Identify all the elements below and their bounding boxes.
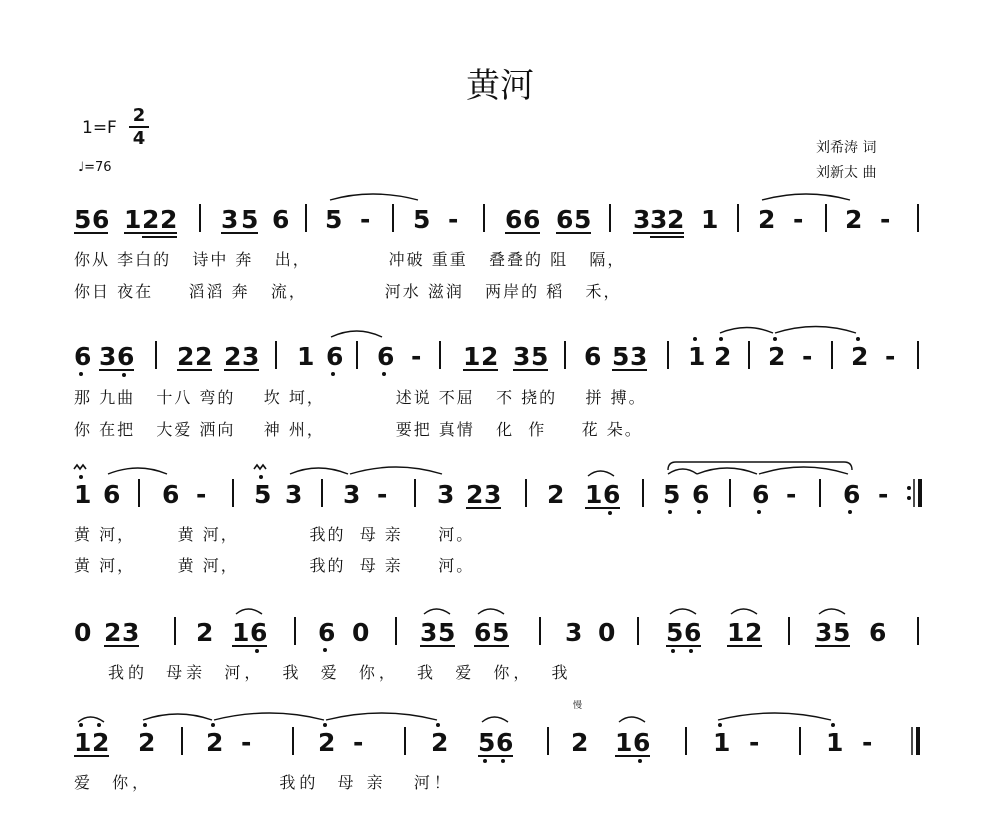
note-6: 6: [496, 728, 514, 757]
tie: [775, 327, 856, 334]
tie: [350, 467, 442, 474]
note-6: 6: [162, 480, 180, 509]
high-octave-dot: [97, 723, 101, 727]
note-3: 3: [650, 205, 668, 234]
note-6: 6: [103, 480, 121, 509]
note-2: 2: [466, 480, 484, 509]
dash: -: [241, 728, 252, 757]
note-6: 6: [523, 205, 541, 234]
note-6: 6: [117, 342, 135, 371]
high-octave-dot: [259, 475, 263, 479]
note-0: 0: [598, 618, 616, 647]
tie: [330, 194, 418, 200]
note-6: 6: [603, 480, 621, 509]
note-2: 2: [318, 728, 336, 757]
note-3: 3: [815, 618, 833, 647]
note-6: 6: [272, 205, 290, 234]
note-5: 5: [574, 205, 592, 234]
note-1: 1: [615, 728, 633, 757]
tie: [108, 468, 167, 474]
tie: [718, 713, 831, 720]
note-2: 2: [667, 205, 685, 234]
note-3: 3: [242, 342, 260, 371]
time-signature-top: 2: [132, 105, 146, 126]
note-6: 6: [377, 342, 395, 371]
note-6: 6: [318, 618, 336, 647]
score-line-3: [74, 462, 920, 515]
high-octave-dot: [719, 337, 723, 341]
note-2: 2: [851, 342, 869, 371]
note-0: 0: [74, 618, 92, 647]
note-3: 3: [437, 480, 455, 509]
note-1: 1: [232, 618, 250, 647]
note-3: 3: [513, 342, 531, 371]
note-2: 2: [845, 205, 863, 234]
note-5: 5: [413, 205, 431, 234]
note-2: 2: [768, 342, 786, 371]
high-octave-dot: [773, 337, 777, 341]
score-line-2: [74, 327, 918, 378]
note-2: 2: [195, 342, 213, 371]
slur: [482, 717, 508, 722]
low-octave-dot: [79, 372, 83, 376]
note-2: 2: [196, 618, 214, 647]
high-octave-dot: [211, 723, 215, 727]
dash: -: [802, 342, 813, 371]
low-octave-dot: [323, 648, 327, 652]
note-6: 6: [684, 618, 702, 647]
low-octave-dot: [255, 649, 259, 653]
note-2: 2: [431, 728, 449, 757]
note-5: 5: [478, 728, 496, 757]
slur: [78, 717, 104, 722]
note-5: 5: [833, 618, 851, 647]
dash: -: [377, 480, 388, 509]
note-5: 5: [666, 618, 684, 647]
quarter-note-icon: ♩: [78, 160, 85, 175]
tempo-value: =76: [84, 160, 112, 175]
note-0: 0: [352, 618, 370, 647]
note-6: 6: [92, 205, 110, 234]
note-6: 6: [505, 205, 523, 234]
high-octave-dot: [831, 723, 835, 727]
note-6: 6: [556, 205, 574, 234]
note-6: 6: [584, 342, 602, 371]
note-5: 5: [74, 205, 92, 234]
slur: [668, 469, 697, 474]
note-1: 1: [727, 618, 745, 647]
lyrics-line-1-verse-2: 你日 夜在 滔滔 奔 流， 河水 滋润 两岸的 稻 禾，: [74, 282, 622, 301]
note-1: 1: [297, 342, 315, 371]
tie: [697, 468, 757, 474]
slur: [619, 717, 645, 722]
low-octave-dot: [697, 510, 701, 514]
note-3: 3: [420, 618, 438, 647]
slur: [424, 609, 450, 614]
note-5: 5: [492, 618, 510, 647]
note-5: 5: [241, 205, 259, 234]
note-3: 3: [630, 342, 648, 371]
note-2: 2: [206, 728, 224, 757]
note-2: 2: [758, 205, 776, 234]
note-5: 5: [438, 618, 456, 647]
slur: [819, 609, 845, 614]
low-octave-dot: [382, 372, 386, 376]
lyrics-line-2-verse-2: 你 在把 大爱 洒向 神 州， 要把 真情 化 作 花 朵。: [74, 420, 643, 439]
composer-credit: 刘新太 曲: [816, 165, 877, 181]
slur: [731, 609, 757, 614]
note-3: 3: [343, 480, 361, 509]
tie: [331, 331, 382, 337]
low-octave-dot: [608, 511, 612, 515]
note-3: 3: [565, 618, 583, 647]
high-octave-dot: [79, 723, 83, 727]
high-octave-dot: [323, 723, 327, 727]
note-3: 3: [122, 618, 140, 647]
note-3: 3: [221, 205, 239, 234]
note-2: 2: [745, 618, 763, 647]
dash: -: [878, 480, 889, 509]
dash: -: [749, 728, 760, 757]
note-3: 3: [633, 205, 651, 234]
dash: -: [411, 342, 422, 371]
high-octave-dot: [79, 475, 83, 479]
note-6: 6: [326, 342, 344, 371]
lyrics-line-3-verse-2: 黄 河， 黄 河， 我的 母 亲 河。: [74, 556, 475, 575]
note-2: 2: [547, 480, 565, 509]
note-2: 2: [138, 728, 156, 757]
note-1-high: 1: [74, 480, 92, 509]
note-6: 6: [74, 342, 92, 371]
low-octave-dot: [501, 759, 505, 763]
note-2: 2: [177, 342, 195, 371]
note-1-high: 1: [826, 728, 844, 757]
tie: [759, 467, 848, 474]
note-6: 6: [250, 618, 268, 647]
score-line-5: [74, 699, 918, 763]
note-3: 3: [484, 480, 502, 509]
slur: [588, 471, 614, 476]
lyrics-line-4: 我的 母亲 河， 我 爱 你， 我 爱 你， 我: [108, 663, 572, 682]
tie: [290, 468, 348, 474]
note-2: 2: [92, 728, 110, 757]
slur: [670, 609, 696, 614]
tie: [720, 328, 773, 334]
lyrics-line-3-verse-1: 黄 河， 黄 河， 我的 母 亲 河。: [74, 525, 475, 544]
slur: [478, 609, 504, 614]
mordent-icon: [74, 465, 86, 469]
tie: [214, 713, 324, 720]
low-octave-dot: [757, 510, 761, 514]
note-2: 2: [104, 618, 122, 647]
mordent-icon: [254, 465, 266, 469]
note-3: 3: [99, 342, 117, 371]
dash: -: [793, 205, 804, 234]
lyrics-line-5: 爱 你， 我的 母 亲 河！: [74, 773, 454, 792]
note-6: 6: [869, 618, 887, 647]
tie: [762, 194, 850, 200]
note-6: 6: [843, 480, 861, 509]
low-octave-dot: [331, 372, 335, 376]
score-line-4: [74, 609, 918, 653]
note-5: 5: [325, 205, 343, 234]
note-6: 6: [474, 618, 492, 647]
dash: -: [862, 728, 873, 757]
lyricist-credit: 刘希涛 词: [816, 140, 877, 156]
dash: -: [880, 205, 891, 234]
note-3: 3: [285, 480, 303, 509]
note-5: 5: [531, 342, 549, 371]
note-2: 2: [142, 205, 160, 234]
time-signature-bottom: 4: [132, 128, 146, 149]
note-2: 2: [160, 205, 178, 234]
dash: -: [448, 205, 459, 234]
note-1: 1: [701, 205, 719, 234]
repeat-dot: [907, 486, 911, 490]
high-octave-dot: [143, 723, 147, 727]
repeat-dot: [907, 496, 911, 500]
note-5: 5: [663, 480, 681, 509]
tie: [326, 713, 437, 720]
low-octave-dot: [483, 759, 487, 763]
high-octave-dot: [856, 337, 860, 341]
dash: -: [885, 342, 896, 371]
key-signature: 1=F: [82, 118, 117, 138]
low-octave-dot: [671, 649, 675, 653]
note-2: 2: [571, 728, 589, 757]
low-octave-dot: [638, 759, 642, 763]
note-6: 6: [692, 480, 710, 509]
low-octave-dot: [122, 373, 126, 377]
note-1-high: 1: [688, 342, 706, 371]
note-5: 5: [612, 342, 630, 371]
note-1-high: 1: [713, 728, 731, 757]
high-octave-dot: [693, 337, 697, 341]
tie: [143, 714, 212, 720]
note-6: 6: [752, 480, 770, 509]
low-octave-dot: [668, 510, 672, 514]
score-line-1: [74, 194, 918, 237]
dash: -: [353, 728, 364, 757]
low-octave-dot: [689, 649, 693, 653]
slur: [236, 609, 262, 614]
high-octave-dot: [718, 723, 722, 727]
lyrics-line-2-verse-1: 那 九曲 十八 弯的 坎 坷， 述说 不屈 不 挠的 拼 搏。: [74, 388, 647, 407]
high-octave-dot: [436, 723, 440, 727]
note-2: 2: [224, 342, 242, 371]
slow-mark: 慢: [573, 701, 583, 711]
note-6: 6: [633, 728, 651, 757]
note-1: 1: [124, 205, 142, 234]
note-2: 2: [714, 342, 732, 371]
song-title: 黄河: [466, 66, 534, 106]
note-5: 5: [254, 480, 272, 509]
note-1: 1: [585, 480, 603, 509]
note-2: 2: [481, 342, 499, 371]
note-1-high: 1: [74, 728, 92, 757]
lyrics-line-1-verse-1: 你从 李白的 诗中 奔 出， 冲破 重重 叠叠的 阻 隔，: [74, 250, 626, 269]
dash: -: [196, 480, 207, 509]
low-octave-dot: [848, 510, 852, 514]
dash: -: [786, 480, 797, 509]
dash: -: [360, 205, 371, 234]
note-1: 1: [463, 342, 481, 371]
